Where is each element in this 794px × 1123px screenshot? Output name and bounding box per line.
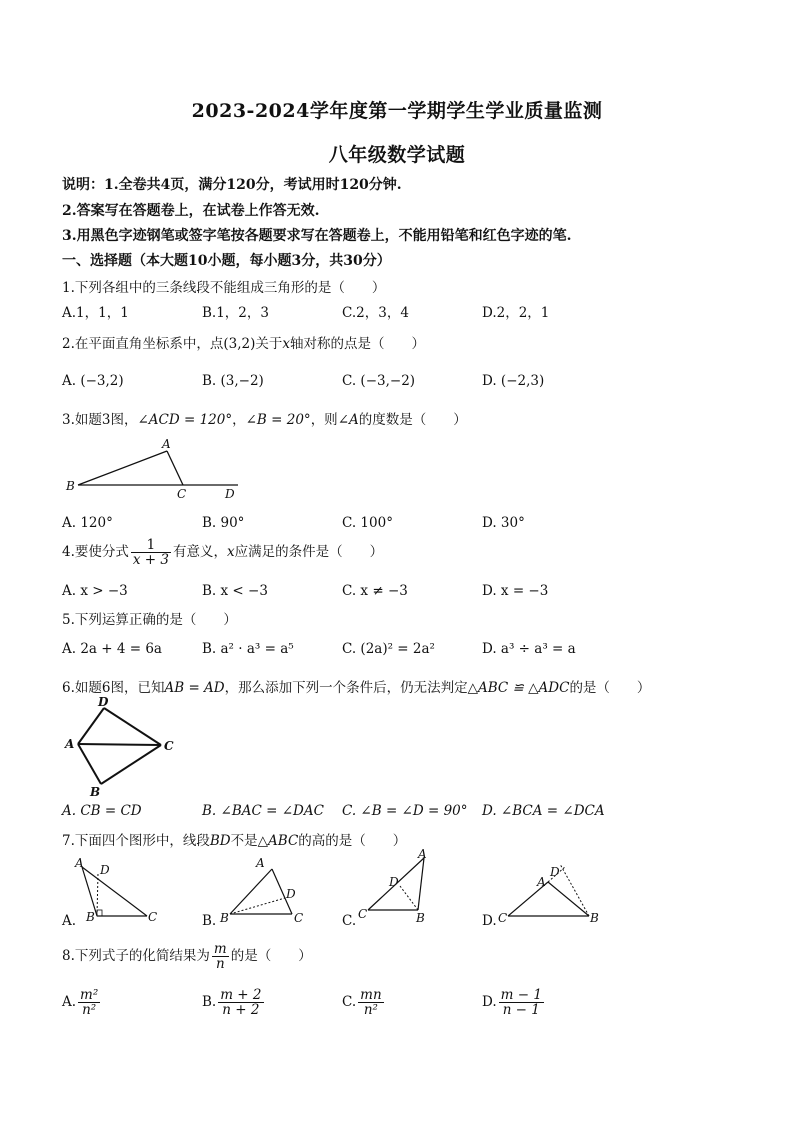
q8-option-d-label: D. bbox=[482, 994, 497, 1011]
q6-target: △ABC ≌ △ADC bbox=[467, 680, 570, 696]
q7a-label-a: A bbox=[75, 856, 84, 870]
q1-option-c[interactable]: C.2，3，4 bbox=[342, 305, 409, 321]
q7a-label-d: D bbox=[100, 863, 110, 877]
q7-stem-text-3: 的高的是（ ） bbox=[298, 833, 407, 849]
q4-fraction-den: x + 3 bbox=[132, 552, 169, 569]
q7-figure-d bbox=[494, 856, 604, 928]
q1-option-a[interactable]: A.1，1，1 bbox=[62, 305, 129, 321]
q7c-label-d: D bbox=[389, 875, 399, 889]
q8-option-a-fraction bbox=[78, 988, 100, 1017]
q7c-label-c: C bbox=[358, 907, 368, 921]
note-1: 说明：1.全卷共4页，满分120分，考试用时120分钟. bbox=[62, 177, 402, 193]
q8-option-c-fraction bbox=[358, 988, 384, 1017]
q8-stem bbox=[62, 942, 312, 971]
q2-stem-text-2: 关于 bbox=[255, 336, 283, 352]
q3-option-c[interactable]: C. 100° bbox=[342, 515, 393, 531]
q4-fraction-num: 1 bbox=[131, 538, 171, 553]
q3-label-a: A bbox=[162, 437, 171, 451]
q1-option-d[interactable]: D.2，2，1 bbox=[482, 305, 550, 321]
q7-figure-c bbox=[352, 848, 452, 928]
q3-option-a[interactable]: A. 120° bbox=[62, 515, 113, 531]
q7b-label-d: D bbox=[286, 887, 296, 901]
q8-stem-text-1: 8.下列式子的化简结果为 bbox=[62, 948, 210, 965]
q2-option-c[interactable]: C. (−3,−2) bbox=[342, 373, 416, 389]
q3-stem-text-2: ，则 bbox=[310, 412, 338, 428]
q8-fraction-num: m bbox=[213, 941, 227, 957]
q8-option-a-num: m² bbox=[80, 987, 99, 1003]
q8-option-d-den: n − 1 bbox=[502, 1002, 540, 1019]
q7d-label-b: B bbox=[590, 911, 599, 925]
q6-figure bbox=[60, 696, 190, 800]
q8-option-a[interactable] bbox=[62, 988, 102, 1017]
q5-option-a[interactable]: A. 2a + 4 = 6a bbox=[62, 641, 162, 657]
q4-stem-text-3: 应满足的条件是（ ） bbox=[234, 544, 384, 561]
q2-stem-text-1: 2.在平面直角坐标系中，点 bbox=[62, 336, 224, 352]
q6-label-b: B bbox=[90, 785, 101, 799]
q8-option-c[interactable] bbox=[342, 988, 386, 1017]
q3-option-d[interactable]: D. 30° bbox=[482, 515, 525, 531]
exam-title: 2023-2024学年度第一学期学生学业质量监测 bbox=[191, 100, 603, 122]
q8-option-a-den: n² bbox=[82, 1002, 97, 1019]
q6-stem-text-1: 6.如题6图，已知 bbox=[62, 680, 165, 696]
q5-option-b[interactable]: B. a² · a³ = a⁵ bbox=[202, 641, 294, 657]
q7-option-a[interactable]: A. bbox=[62, 913, 77, 929]
q3-stem-text-3: 的度数是（ ） bbox=[358, 412, 467, 428]
q3-label-c: C bbox=[177, 487, 187, 501]
q8-option-b[interactable] bbox=[202, 988, 266, 1017]
q2-option-a[interactable]: A. (−3,2) bbox=[62, 373, 124, 389]
q4-stem-text-1: 4.要使分式 bbox=[62, 544, 129, 561]
q6-condition: AB = AD bbox=[164, 680, 225, 696]
q8-option-c-label: C. bbox=[342, 994, 357, 1011]
q7-option-d[interactable]: D. bbox=[482, 913, 497, 929]
q4-stem-text-2: 有意义， bbox=[173, 544, 227, 561]
q8-option-c-den: n² bbox=[363, 1002, 378, 1019]
q3-option-b[interactable]: B. 90° bbox=[202, 515, 245, 531]
q7-stem-text-2: 不是 bbox=[230, 833, 258, 849]
q8-option-b-fraction bbox=[218, 988, 263, 1017]
q2-option-b[interactable]: B. (3,−2) bbox=[202, 373, 264, 389]
q7c-label-b: B bbox=[416, 911, 425, 925]
q7d-label-a: A bbox=[537, 875, 546, 889]
q4-fraction bbox=[131, 538, 171, 567]
q8-option-b-den: n + 2 bbox=[222, 1002, 260, 1019]
q6-option-d[interactable]: D. ∠BCA = ∠DCA bbox=[482, 803, 605, 819]
q3-stem-text-1: 3.如题3图， bbox=[62, 412, 138, 428]
q6-label-c: C bbox=[164, 739, 174, 753]
q7-stem-text-1: 7.下面四个图形中，线段 bbox=[62, 833, 210, 849]
q5-stem: 5.下列运算正确的是（ ） bbox=[62, 612, 237, 628]
q8-fraction-den: n bbox=[215, 956, 225, 973]
q2-stem bbox=[62, 332, 425, 352]
q7-segment: BD bbox=[209, 833, 231, 849]
q7c-label-a: A bbox=[418, 847, 427, 861]
q6-stem-text-2: ，那么添加下列一个条件后，仍无法判定 bbox=[224, 680, 468, 696]
q4-option-a[interactable]: A. x > −3 bbox=[62, 583, 128, 599]
q5-option-d[interactable]: D. a³ ÷ a³ = a bbox=[482, 641, 576, 657]
q7-option-c[interactable]: C. bbox=[342, 913, 357, 929]
q7-figure-a bbox=[70, 855, 160, 927]
q8-option-d[interactable] bbox=[482, 988, 546, 1017]
q3-label-b: B bbox=[66, 479, 75, 493]
q5-option-c[interactable]: C. (2a)² = 2a² bbox=[342, 641, 435, 657]
q3-condition-2: ∠B = 20° bbox=[245, 412, 311, 428]
q3-target: ∠A bbox=[337, 412, 359, 428]
q8-option-c-num: mn bbox=[360, 987, 382, 1003]
note-2: 2.答案写在答题卷上，在试卷上作答无效. bbox=[62, 203, 320, 219]
q8-option-d-fraction bbox=[499, 988, 544, 1017]
note-3: 3.用黑色字迹钢笔或签字笔按各题要求写在答题卷上，不能用铅笔和红色字迹的笔. bbox=[62, 228, 572, 244]
q8-stem-text-2: 的是（ ） bbox=[230, 948, 312, 965]
q6-stem bbox=[62, 676, 650, 696]
q7d-label-d: D bbox=[550, 865, 560, 879]
q6-option-a[interactable]: A. CB = CD bbox=[62, 803, 142, 819]
q8-option-b-label: B. bbox=[202, 994, 217, 1011]
q2-point: (3,2) bbox=[223, 336, 256, 352]
q7a-label-b: B bbox=[86, 910, 95, 924]
q3-label-d: D bbox=[225, 487, 235, 501]
q4-option-d[interactable]: D. x = −3 bbox=[482, 583, 549, 599]
q8-option-d-num: m − 1 bbox=[500, 987, 542, 1003]
q7-figure-b bbox=[212, 852, 312, 928]
q3-stem bbox=[62, 408, 467, 428]
q4-stem bbox=[62, 538, 383, 567]
q7b-label-c: C bbox=[294, 911, 304, 925]
q7b-label-b: B bbox=[220, 911, 229, 925]
q2-axis: x bbox=[282, 336, 291, 352]
q1-stem: 1.下列各组中的三条线段不能组成三角形的是（ ） bbox=[62, 280, 386, 296]
q6-stem-text-3: 的是（ ） bbox=[569, 680, 651, 696]
q3-condition-1: ∠ACD = 120° bbox=[137, 412, 233, 428]
q4-option-b[interactable]: B. x < −3 bbox=[202, 583, 268, 599]
q7-stem bbox=[62, 829, 406, 849]
q8-option-b-num: m + 2 bbox=[220, 987, 262, 1003]
q6-label-d: D bbox=[98, 695, 109, 709]
q6-option-b[interactable]: B. ∠BAC = ∠DAC bbox=[202, 803, 324, 819]
q8-option-a-label: A. bbox=[62, 994, 77, 1011]
q4-option-c[interactable]: C. x ≠ −3 bbox=[342, 583, 408, 599]
q7b-label-a: A bbox=[256, 856, 265, 870]
q7-triangle: △ABC bbox=[257, 833, 299, 849]
q6-label-a: A bbox=[65, 737, 75, 751]
q4-variable: x bbox=[227, 544, 235, 561]
q3-separator: ， bbox=[232, 412, 246, 428]
q1-option-b[interactable]: B.1，2，3 bbox=[202, 305, 269, 321]
q3-figure bbox=[60, 434, 250, 504]
q7a-label-c: C bbox=[148, 910, 158, 924]
exam-subtitle: 八年级数学试题 bbox=[328, 144, 466, 166]
q2-option-d[interactable]: D. (−2,3) bbox=[482, 373, 545, 389]
q7d-label-c: C bbox=[498, 911, 508, 925]
section-heading: 一、选择题（本大题10小题，每小题3分，共30分） bbox=[62, 253, 391, 269]
q8-fraction bbox=[212, 942, 229, 971]
q2-stem-text-3: 轴对称的点是（ ） bbox=[290, 336, 426, 352]
q7-option-b[interactable]: B. bbox=[202, 913, 217, 929]
q6-option-c[interactable]: C. ∠B = ∠D = 90° bbox=[342, 803, 468, 819]
